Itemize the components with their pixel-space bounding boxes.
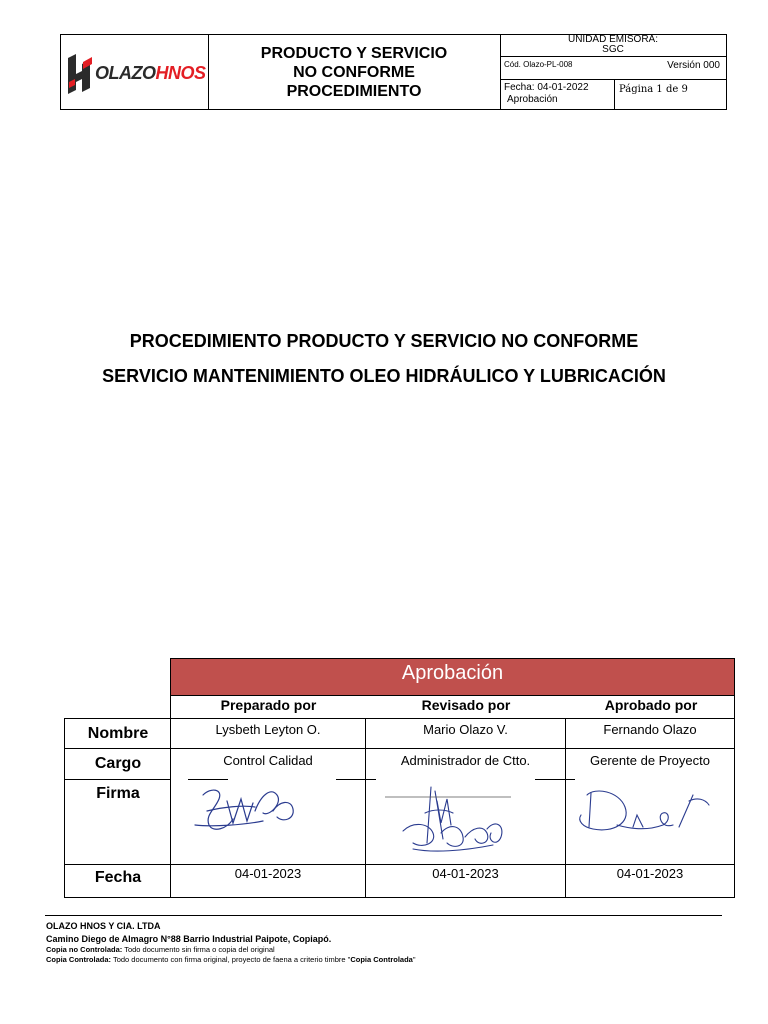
footer-copia-controlada: [46, 955, 416, 964]
fecha-block: [504, 82, 614, 106]
logo-text: [95, 63, 206, 84]
cargo-revisado: Administrador de Ctto.: [400, 753, 531, 768]
header-title: [261, 44, 447, 101]
controlada-label: Copia Controlada:: [46, 955, 111, 964]
fecha-revisado: 04-01-2023: [432, 866, 499, 881]
logo-mark-icon: [65, 52, 95, 94]
footer-company: OLAZO HNOS Y CIA. LTDA: [46, 921, 161, 931]
logo-text-red: HNOS: [155, 63, 206, 83]
header-title-cell: [208, 35, 501, 109]
controlada-end: ": [412, 955, 416, 964]
cargo-preparado: Control Calidad: [223, 753, 313, 768]
grid-divider: [65, 779, 171, 780]
footer-copia-no-controlada: [46, 945, 275, 954]
grid-divider: [336, 779, 376, 780]
unidad-value: SGC: [602, 44, 624, 55]
signature-revisado: [383, 783, 513, 861]
signature-preparado: [193, 781, 303, 843]
row-label-cargo: Cargo: [94, 755, 142, 772]
document-header: [60, 34, 727, 110]
codigo: Cód. Olazo-PL-008: [504, 60, 573, 69]
fecha-preparado: 04-01-2023: [234, 866, 302, 881]
grid-divider: [65, 864, 734, 865]
header-aprobacion: Aprobación: [507, 94, 558, 105]
header-fecha: Fecha: 04-01-2022: [504, 82, 589, 93]
header-meta: [500, 35, 726, 109]
no-controlada-text: Todo documento sin firma o copia del original: [124, 945, 275, 954]
logo-text-dark: OLAZO: [95, 63, 156, 83]
col-revisado-por: Revisado por: [421, 697, 511, 713]
document-title: PROCEDIMIENTO PRODUCTO Y SERVICIO NO CONFORME: [129, 331, 639, 351]
footer-address: Camino Diego de Almagro N°88 Barrio Industrial Paipote, Copiapó.: [46, 934, 332, 944]
grid-divider: [65, 748, 734, 749]
controlada-stamp: Copia Controlada: [350, 955, 413, 964]
page-number: Página 1 de 9: [614, 80, 726, 109]
fecha-row: [500, 80, 726, 109]
signature-aprobado: [573, 785, 723, 845]
col-aprobado-por: Aprobado por: [604, 697, 698, 713]
row-label-nombre: Nombre: [87, 725, 149, 742]
company-logo: [65, 52, 205, 94]
unidad-label: UNIDAD EMISORA:: [567, 34, 658, 45]
header-title-line-1: PRODUCTO Y SERVICIO: [260, 44, 448, 62]
version: Versión 000: [667, 60, 720, 71]
approval-heading: Aprobación: [170, 658, 735, 696]
unidad-emisora: [500, 35, 726, 57]
codigo-row: [500, 57, 726, 80]
grid-divider: [535, 779, 575, 780]
footer-divider: [45, 915, 722, 916]
logo-cell: [61, 35, 209, 109]
nombre-preparado: Lysbeth Leyton O.: [215, 722, 321, 737]
nombre-aprobado: Fernando Olazo: [603, 722, 697, 737]
header-title-line-2: NO CONFORME: [293, 63, 415, 81]
no-controlada-label: Copia no Controlada:: [46, 945, 123, 954]
document-subtitle: SERVICIO MANTENIMIENTO OLEO HIDRÁULICO Y LUBRICACIÓN: [102, 366, 666, 386]
nombre-revisado: Mario Olazo V.: [423, 722, 508, 737]
grid-divider: [188, 779, 228, 780]
approval-column-headers: [170, 696, 735, 718]
col-preparado-por: Preparado por: [220, 697, 317, 713]
controlada-text: Todo documento con firma original, proyecto de faena a criterio timbre ": [112, 955, 351, 964]
fecha-aprobado: 04-01-2023: [616, 866, 684, 881]
cargo-aprobado: Gerente de Proyecto: [590, 753, 710, 768]
header-title-line-3: PROCEDIMIENTO: [286, 82, 422, 100]
row-label-fecha: Fecha: [94, 869, 142, 886]
approval-grid: [64, 718, 735, 898]
row-label-firma: Firma: [96, 785, 140, 802]
